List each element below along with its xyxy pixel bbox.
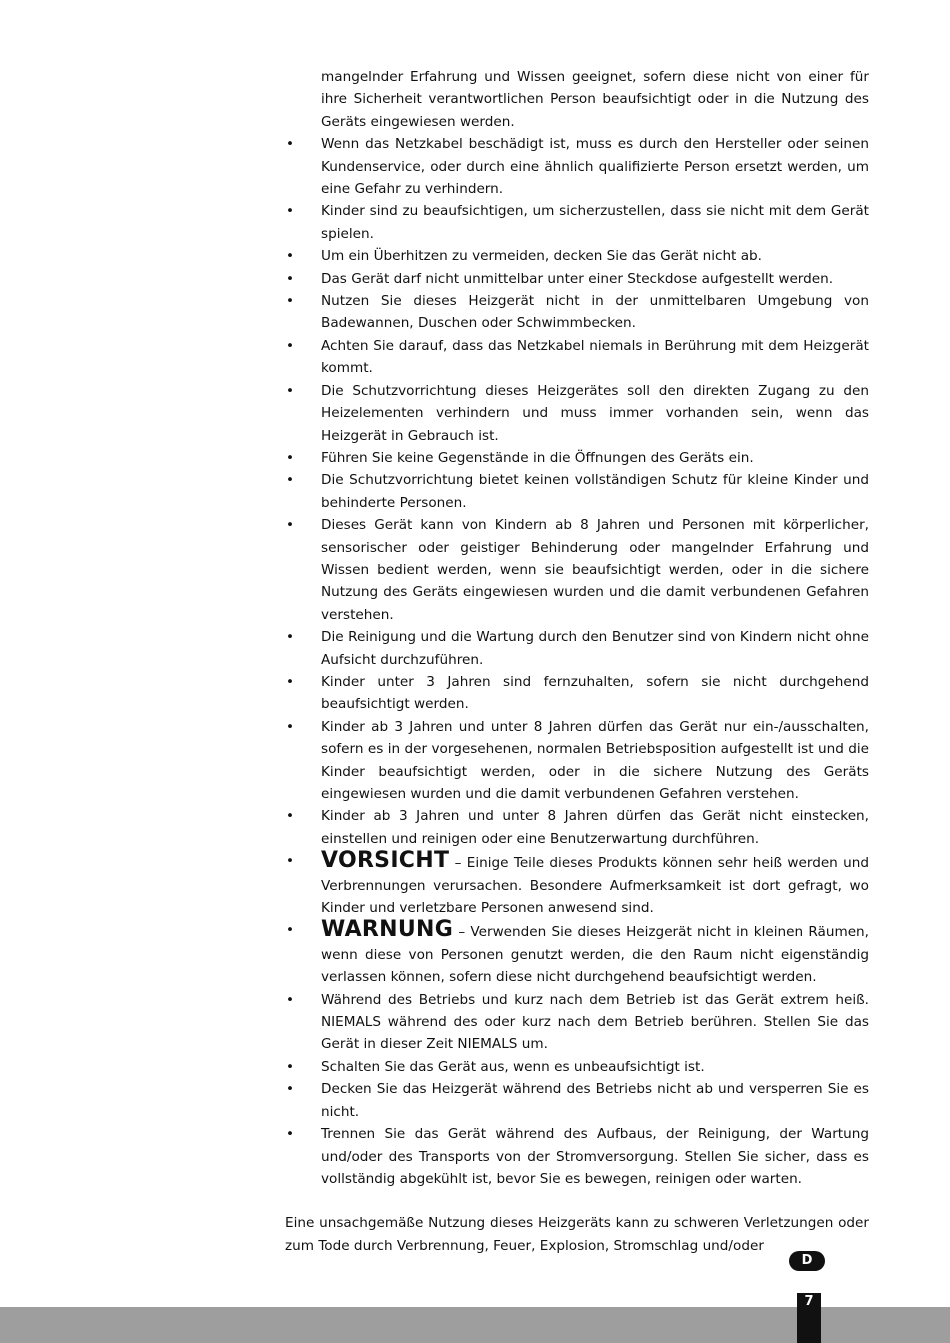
bullet-icon: • [285,991,295,1008]
list-item [285,1123,869,1190]
list-item [285,447,869,469]
list-item-text: Kinder ab 3 Jahren und unter 8 Jahren dürfen das Gerät nur ein-/ausschalten, sofern es in der vorgesehenen, normalen Betriebsposition aufgestellt ist und die Kinder beaufsichtigt werden, oder in die sichere Nutzung des Geräts eingewiesen wurden und die damit verbundenen Gefahren verstehen. [321,718,869,802]
bullet-icon: • [285,517,295,534]
bullet-icon: • [285,629,295,646]
bullet-icon: • [285,853,295,870]
list-item [285,850,869,919]
bullet-icon: • [285,1081,295,1098]
bullet-icon: • [285,1058,295,1075]
list-item [285,919,869,988]
list-item-text: Die Schutzvorrichtung dieses Heizgerätes soll den direkten Zugang zu den Heizelementen verhindern und muss immer vorhanden sein, wenn das Heizgerät in Gebrauch ist. [321,382,869,444]
list-item [285,716,869,806]
warning-keyword: WARNUNG [321,917,454,943]
bullet-icon: • [285,472,295,489]
bullet-icon: • [285,270,295,287]
bullet-icon: • [285,1126,295,1143]
list-item [285,245,869,267]
list-item [285,626,869,671]
list-item-text: Achten Sie darauf, dass das Netzkabel niemals in Berührung mit dem Heizgerät kommt. [321,337,869,377]
bullet-icon: • [285,808,295,825]
bullet-icon: • [285,449,295,466]
list-item-text: Trennen Sie das Gerät während des Aufbaus, der Reinigung, der Wartung und/oder des Transports von der Stromversorgung. Stellen Sie sicher, dass es vollständig abgekühlt ist, bevor Sie es bewegen, reinigen oder warten. [321,1126,869,1187]
list-item [285,380,869,447]
bullet-icon: • [285,293,295,310]
bullet-icon: • [285,718,295,735]
bullet-icon: • [285,337,295,354]
list-item-text: – Verwenden Sie dieses Heizgerät nicht in kleinen Räumen, wenn diese von Personen genutzt werden, die den Raum nicht eigenständig verlassen können, sofern diese nicht durchgehend beaufsichtigt werden. [321,924,869,986]
bullet-icon: • [285,922,295,939]
page-number: 7 [797,1293,821,1343]
list-item [285,514,869,626]
list-item-text: Das Gerät darf nicht unmittelbar unter einer Steckdose aufgestellt werden. [321,270,834,287]
list-item-text: Kinder ab 3 Jahren und unter 8 Jahren dürfen das Gerät nicht einstecken, einstellen und reinigen oder eine Benutzerwartung durchführen. [321,808,869,847]
bullet-icon: • [285,136,295,153]
list-item-text: Um ein Überhitzen zu vermeiden, decken Sie das Gerät nicht ab. [321,248,762,265]
list-item [285,335,869,380]
bullet-icon: • [285,382,295,399]
list-item-text: Führen Sie keine Gegenstände in die Öffnungen des Geräts ein. [321,449,754,466]
list-item-text: Decken Sie das Heizgerät während des Betriebs nicht ab und versperren Sie es nicht. [321,1081,869,1120]
continuation-text: mangelnder Erfahrung und Wissen geeignet, sofern diese nicht von einer für ihre Sicherheit verantwortlichen Person beaufsichtigt oder in die Nutzung des Geräts eingewiesen werden. [321,69,869,130]
list-item-text: Die Schutzvorrichtung bietet keinen vollständigen Schutz für kleine Kinder und behinderte Personen. [321,472,869,511]
warning-keyword: VORSICHT [321,848,450,874]
list-item-text: Während des Betriebs und kurz nach dem Betrieb ist das Gerät extrem heiß. NIEMALS während des oder kurz nach dem Betrieb berühren. Stellen Sie das Gerät in dieser Zeit NIEMALS um. [321,991,869,1053]
list-item-text: Dieses Gerät kann von Kindern ab 8 Jahren und Personen mit körperlicher, sensorischer oder geistiger Behinderung oder mangelnder Erfahrung und Wissen bedient werden, wenn sie beaufsichtigt werden, oder in die sichere Nutzung des Geräts eingewiesen wurden und die damit verbundenen Gefahren verstehen. [321,517,869,623]
list-item-text: – Einige Teile dieses Produkts können sehr heiß werden und Verbrennungen verursachen. Besondere Aufmerksamkeit ist dort gefragt, wo Kinder und verletzbare Personen anwesend sind. [321,855,869,917]
list-item [285,1056,869,1078]
bullet-icon: • [285,248,295,265]
list-item-text: Kinder sind zu beaufsichtigen, um sicherzustellen, dass sie nicht mit dem Gerät spielen. [321,203,869,242]
safety-instructions-list [285,133,869,1190]
closing-paragraph: Eine unsachgemäße Nutzung dieses Heizgeräts kann zu schweren Verletzungen oder zum Tode durch Verbrennung, Feuer, Explosion, Stromschlag und/oder [285,1215,869,1254]
page-content [285,66,869,1257]
list-item [285,989,869,1056]
bullet-icon: • [285,203,295,220]
list-item [285,268,869,290]
list-item-text: Die Reinigung und die Wartung durch den Benutzer sind von Kindern nicht ohne Aufsicht durchzuführen. [321,629,869,668]
list-item [285,200,869,245]
list-item [285,1078,869,1123]
list-item [285,290,869,335]
list-item-text: Kinder unter 3 Jahren sind fernzuhalten, sofern sie nicht durchgehend beaufsichtigt werden. [321,673,869,713]
list-item [285,805,869,850]
list-item-text: Schalten Sie das Gerät aus, wenn es unbeaufsichtigt ist. [321,1058,705,1075]
list-item [285,671,869,716]
list-item [285,469,869,514]
bullet-icon: • [285,673,295,690]
list-item [285,133,869,200]
list-item-text: Wenn das Netzkabel beschädigt ist, muss es durch den Hersteller oder seinen Kundenservice, oder durch eine ähnlich qualifizierte Person ersetzt werden, um eine Gefahr zu verhindern. [321,136,869,198]
list-item-text: Nutzen Sie dieses Heizgerät nicht in der unmittelbaren Umgebung von Badewannen, Duschen oder Schwimmbecken. [321,293,869,332]
language-badge: D [789,1251,825,1271]
